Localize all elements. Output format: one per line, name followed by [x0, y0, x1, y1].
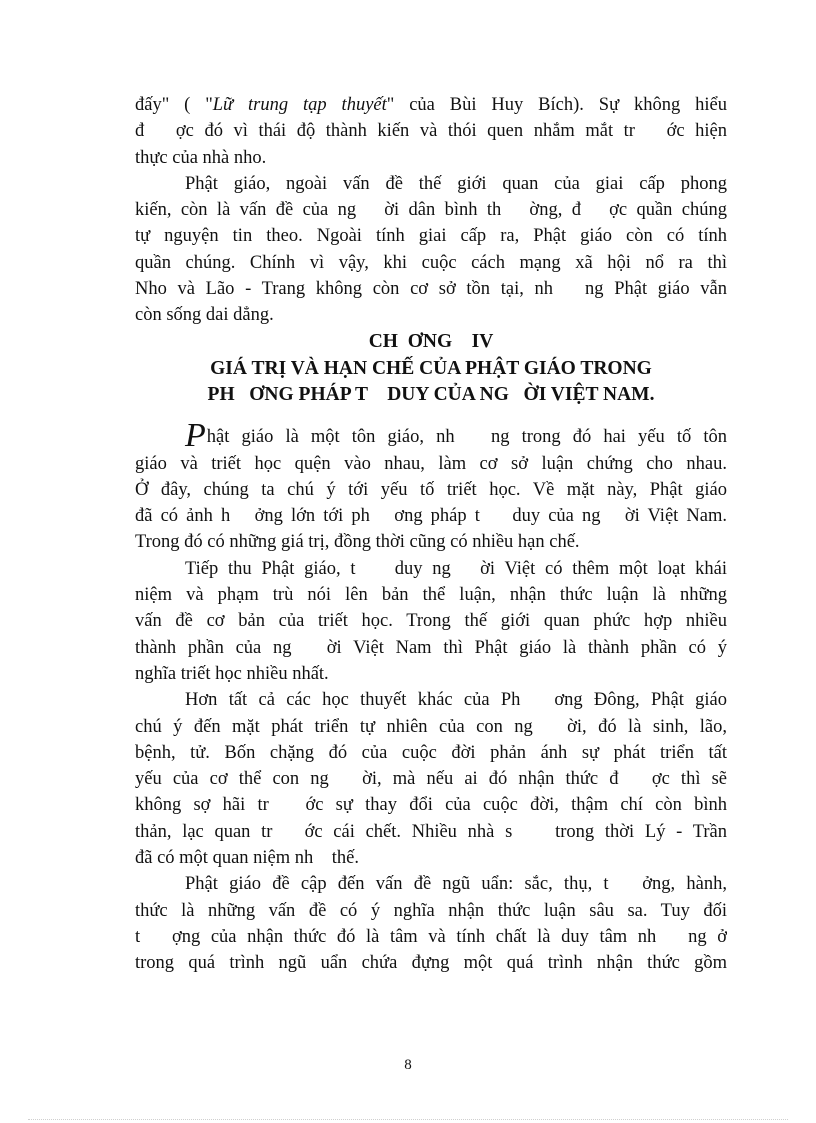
paragraph-1	[135, 92, 727, 171]
text-line: thành phần của ng ời Việt Nam thì Phật giáo là thành phần có ý	[135, 637, 727, 658]
page-number: 8	[404, 1057, 412, 1073]
text-line: giáo và triết học quện vào nhau, làm cơ sở luận chứng cho nhau.	[135, 453, 727, 474]
paragraph-3	[135, 424, 727, 555]
text-line: niệm và phạm trù nói lên bản thể luận, nhận thức luận là những	[135, 585, 727, 606]
page-bottom-divider	[28, 1119, 788, 1120]
chapter-title-line-1: GIÁ TRỊ VÀ HẠN CHẾ CỦA PHẬT GIÁO TRONG	[210, 357, 652, 379]
text-line: đấy" ( "Lữ trung tạp thuyết" của Bùi Huy Bích). Sự không hiểu	[135, 95, 727, 115]
spacer	[135, 408, 727, 424]
text-line: đã có ảnh h ởng lớn tới ph ơng pháp t duy của ng ời Việt Nam.	[135, 506, 727, 527]
text-line: Ở đây, chúng ta chú ý tới yếu tố triết học. Về mặt này, Phật giáo	[135, 479, 727, 500]
text-line: còn sống dai dẳng.	[135, 305, 274, 326]
text-line: đã có một quan niệm nh thế.	[135, 848, 360, 869]
text-line: vấn đề cơ bản của triết học. Trong thế giới quan phức hợp nhiều	[135, 611, 727, 632]
chapter-label: CH ƠNG IV	[368, 330, 494, 352]
text-line: thực của nhà nho.	[135, 147, 267, 168]
chapter-title-line-2: PH ƠNG PHÁP T DUY CỦA NG ỜI VIỆT NAM.	[207, 383, 655, 405]
text-line: thức là những vấn đề có ý nghĩa nhận thức luận sâu sa. Tuy đối	[135, 900, 727, 921]
italic-title: Lữ trung tạp thuyết	[212, 95, 387, 115]
text-line: chú ý đến mặt phát triển tự nhiên của con ng ời, đó là sinh, lão,	[135, 716, 727, 737]
text-line: yếu của cơ thể con ng ời, mà nếu ai đó nhận thức đ ợc thì sẽ	[135, 769, 727, 790]
text-line: Phật giáo đề cập đến vấn đề ngũ uẩn: sắc, thụ, t ởng, hành,	[185, 874, 727, 895]
paragraph-5	[135, 687, 727, 871]
text-line: bệnh, tử. Bốn chặng đó của cuộc đời phản ánh sự phát triển tất	[135, 742, 727, 763]
text-line: thản, lạc quan tr ớc cái chết. Nhiều nhà s trong thời Lý - Trần	[135, 821, 727, 842]
paragraph-2	[135, 171, 727, 329]
text-line: Trong đó có những giá trị, đồng thời cũng có nhiều hạn chế.	[135, 532, 580, 553]
text-line: tự nguyện tin theo. Ngoài tính giai cấp ra, Phật giáo còn có tính	[135, 226, 727, 247]
text-line: nghĩa triết học nhiều nhất.	[135, 663, 329, 684]
text-line: Phật giáo, ngoài vấn đề thế giới quan của giai cấp phong	[185, 173, 727, 194]
paragraph-6	[135, 871, 727, 976]
text-line: quần chúng. Chính vì vậy, khi cuộc cách mạng xã hội nổ ra thì	[135, 252, 727, 273]
text-line: trong quá trình ngũ uẩn chứa đựng một quá trình nhận thức gồm	[135, 953, 727, 974]
text-line: t ợng của nhận thức đó là tâm và tính chất là duy tâm nh ng ở	[135, 926, 727, 947]
paragraph-4	[135, 556, 727, 687]
text-line: Phật giáo là một tôn giáo, nh ng trong đó hai yếu tố tôn	[185, 424, 727, 451]
text-line: đ ợc đó vì thái độ thành kiến và thói quen nhắm mắt tr ớc hiện	[135, 121, 727, 142]
drop-cap: P	[185, 424, 206, 451]
text-line: Tiếp thu Phật giáo, t duy ng ời Việt có thêm một loạt khái	[185, 558, 727, 579]
body-text	[135, 92, 727, 977]
text-line: kiến, còn là vấn đề của ng ời dân bình th ờng, đ ợc quần chúng	[135, 200, 727, 221]
text-line: Nho và Lão - Trang không còn cơ sở tồn tại, nh ng Phật giáo vẫn	[135, 279, 727, 300]
text-line: không sợ hãi tr ớc sự thay đổi của cuộc đời, thậm chí còn bình	[135, 795, 727, 816]
text-line: Hơn tất cả các học thuyết khác của Ph ơng Đông, Phật giáo	[185, 690, 727, 711]
